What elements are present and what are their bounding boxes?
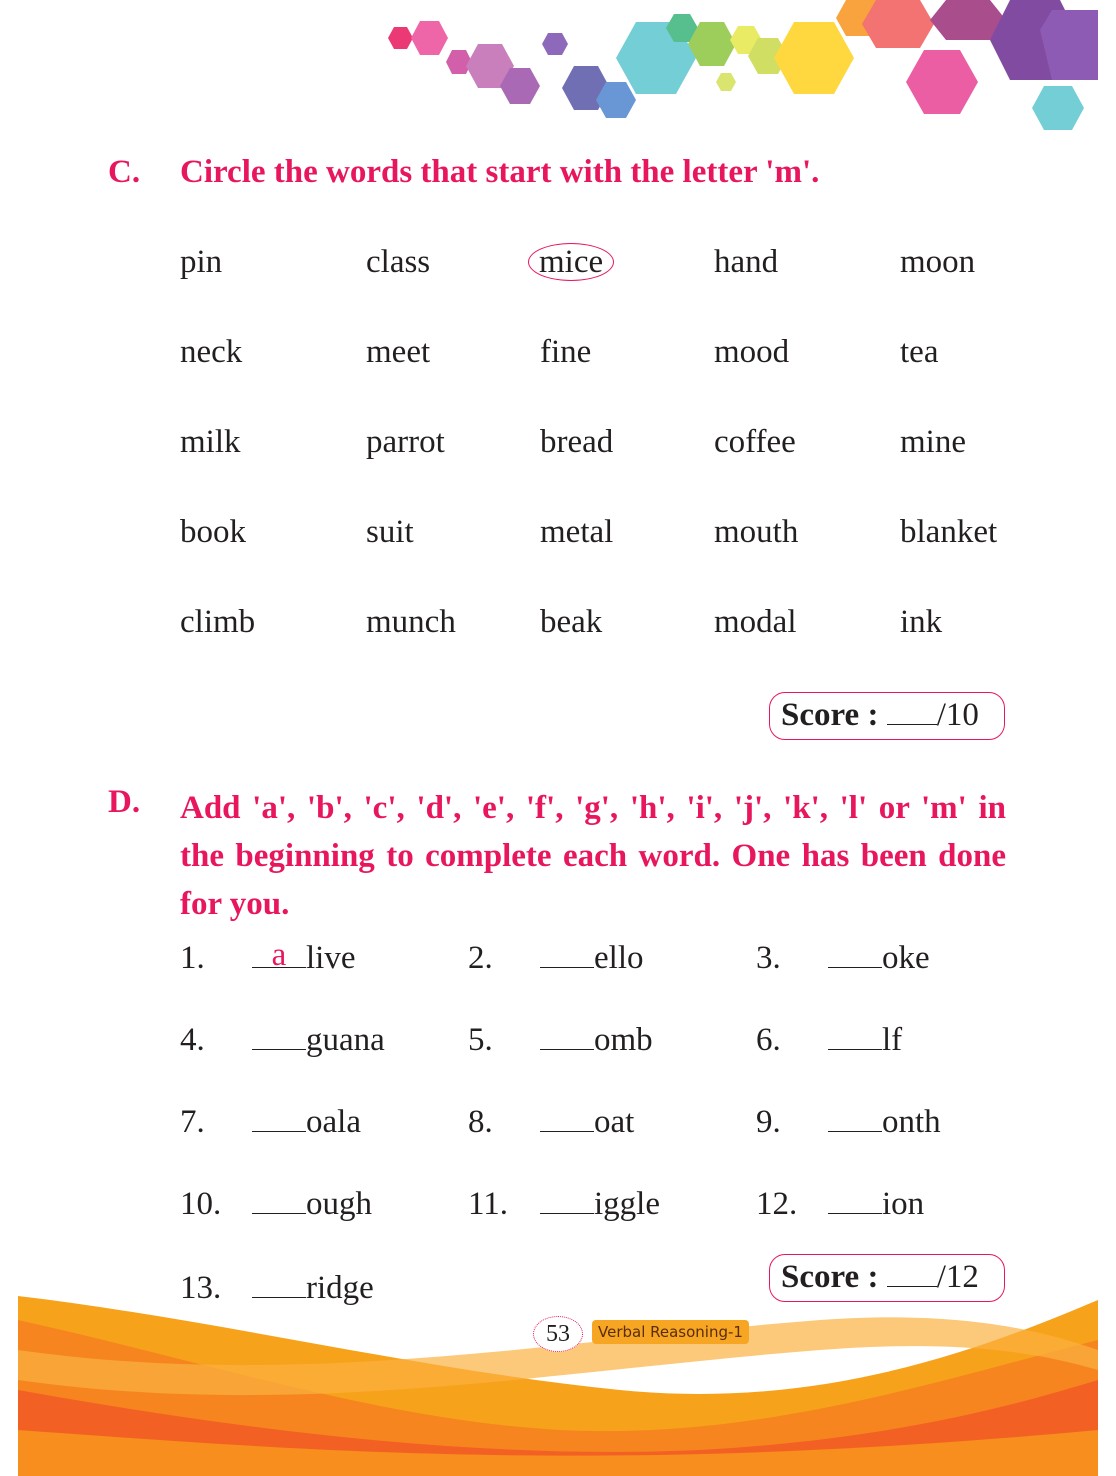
word-suffix: lf <box>882 1022 903 1058</box>
word-item[interactable]: modal <box>714 604 797 640</box>
question-number: 9. <box>756 1104 781 1140</box>
word-suffix: ion <box>882 1186 925 1222</box>
answer-blank[interactable] <box>252 1271 306 1298</box>
answer-blank[interactable] <box>252 1187 306 1214</box>
section-d-letter: D. <box>108 784 141 820</box>
wave-decoration <box>0 1280 1116 1476</box>
question-number: 4. <box>180 1022 205 1058</box>
score-blank[interactable] <box>887 1260 937 1287</box>
word-item[interactable]: blanket <box>900 514 998 550</box>
question-word <box>252 1186 372 1223</box>
answer-blank[interactable] <box>828 1105 882 1132</box>
word-item[interactable]: mouth <box>714 514 799 550</box>
page-number: 53 <box>533 1316 583 1352</box>
word-item[interactable]: beak <box>540 604 603 640</box>
word-suffix: onth <box>882 1104 941 1140</box>
word-item[interactable]: bread <box>540 424 614 460</box>
question-number: 13. <box>180 1270 222 1306</box>
word-suffix: ough <box>306 1186 372 1222</box>
section-c-instruction: Circle the words that start with the letter 'm'. <box>180 154 820 190</box>
book-title-badge: Verbal Reasoning-1 <box>592 1320 749 1344</box>
section-d-instruction: Add 'a', 'b', 'c', 'd', 'e', 'f', 'g', 'h', 'i', 'j', 'k', 'l' or 'm' in the beginning to complete each word. One has been done for you. <box>180 790 1006 922</box>
word-item[interactable]: milk <box>180 424 241 460</box>
hexagon-decoration <box>0 0 1116 150</box>
score-total: /12 <box>936 1259 979 1295</box>
question-number: 6. <box>756 1022 781 1058</box>
score-box-d <box>769 1254 1005 1302</box>
word-item[interactable]: pin <box>180 244 223 280</box>
word-item[interactable]: neck <box>180 334 243 370</box>
answer-blank[interactable] <box>540 941 594 968</box>
word-item[interactable]: hand <box>714 244 779 280</box>
answer-blank[interactable] <box>252 937 306 973</box>
question-number: 11. <box>468 1186 509 1222</box>
question-word <box>252 1270 374 1307</box>
question-word <box>828 1022 902 1059</box>
word-item[interactable]: book <box>180 514 246 550</box>
word-suffix: ridge <box>306 1270 374 1306</box>
word-item-circled[interactable] <box>540 244 614 281</box>
question-number: 2. <box>468 940 493 976</box>
question-number: 10. <box>180 1186 222 1222</box>
word-item[interactable]: coffee <box>714 424 796 460</box>
question-word <box>828 940 930 977</box>
word-item[interactable]: mine <box>900 424 966 460</box>
answer-blank[interactable] <box>828 1187 882 1214</box>
score-label: Score : <box>781 1259 879 1295</box>
answer-blank[interactable] <box>252 1105 306 1132</box>
word-item[interactable]: moon <box>900 244 976 280</box>
question-word <box>828 1186 924 1223</box>
question-number: 1. <box>180 940 205 976</box>
word-item[interactable]: meet <box>366 334 431 370</box>
question-word <box>252 1022 385 1059</box>
answer-blank[interactable] <box>540 1023 594 1050</box>
answer-blank[interactable] <box>828 1023 882 1050</box>
answer-blank[interactable] <box>540 1105 594 1132</box>
question-number: 8. <box>468 1104 493 1140</box>
word-suffix: oat <box>594 1104 635 1140</box>
word-item[interactable]: class <box>366 244 431 280</box>
score-box-c <box>769 692 1005 740</box>
question-word <box>540 940 643 977</box>
question-word <box>540 1022 653 1059</box>
word-suffix: guana <box>306 1022 385 1058</box>
answer-blank[interactable] <box>540 1187 594 1214</box>
answer-text: a <box>271 937 287 973</box>
word-item[interactable]: mood <box>714 334 790 370</box>
answer-blank[interactable] <box>828 941 882 968</box>
question-word <box>252 1104 361 1141</box>
question-number: 12. <box>756 1186 798 1222</box>
word-item[interactable]: fine <box>540 334 592 370</box>
word-item[interactable]: suit <box>366 514 414 550</box>
word-item[interactable]: parrot <box>366 424 445 460</box>
question-word <box>540 1186 660 1223</box>
word-suffix: iggle <box>594 1186 660 1222</box>
word-suffix: ello <box>594 940 644 976</box>
score-label: Score : <box>781 697 879 733</box>
question-word <box>828 1104 941 1141</box>
word-suffix: live <box>306 940 356 976</box>
score-blank[interactable] <box>887 698 937 725</box>
word-suffix: oke <box>882 940 930 976</box>
question-number: 3. <box>756 940 781 976</box>
word-item[interactable]: ink <box>900 604 943 640</box>
word-item[interactable]: tea <box>900 334 939 370</box>
section-c-letter: C. <box>108 154 141 190</box>
question-word <box>252 937 356 977</box>
word-item[interactable]: climb <box>180 604 256 640</box>
score-total: /10 <box>936 697 979 733</box>
answer-blank[interactable] <box>252 1023 306 1050</box>
word-item[interactable]: munch <box>366 604 456 640</box>
question-number: 5. <box>468 1022 493 1058</box>
word-suffix: omb <box>594 1022 653 1058</box>
word-suffix: oala <box>306 1104 361 1140</box>
circled-answer: mice <box>528 243 614 281</box>
word-item[interactable]: metal <box>540 514 614 550</box>
question-number: 7. <box>180 1104 205 1140</box>
question-word <box>540 1104 634 1141</box>
